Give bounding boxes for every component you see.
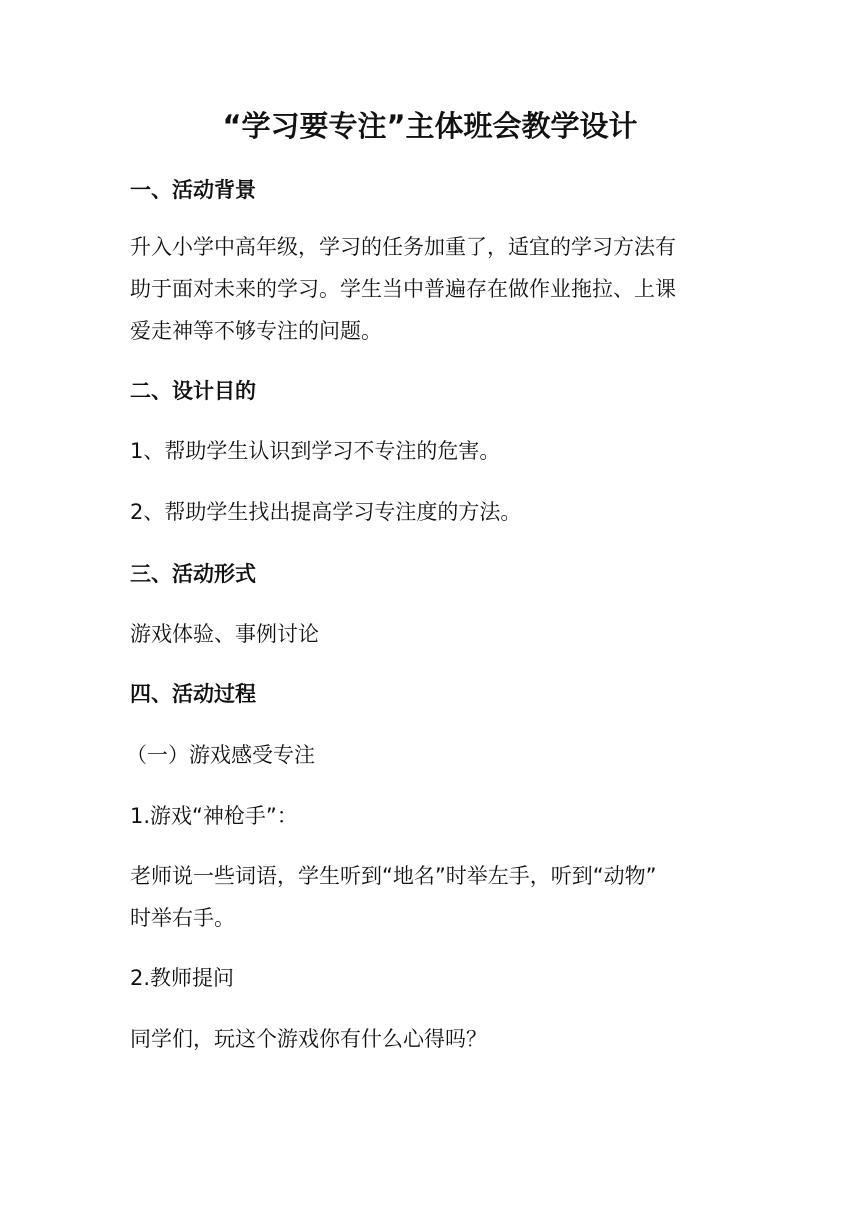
process-subheading: （一）游戏感受专注 bbox=[126, 743, 315, 767]
goal-item: 2、帮助学生找出提高学习专注度的方法。 bbox=[130, 500, 522, 524]
goal-item: 1、帮助学生认识到学习不专注的危害。 bbox=[130, 439, 501, 463]
section-heading-goals: 二、设计目的 bbox=[130, 379, 256, 403]
step-label: 2.教师提问 bbox=[130, 966, 235, 990]
paragraph-line: 时举右手。 bbox=[130, 906, 235, 930]
document-title: “学习要专注”主体班会教学设计 bbox=[222, 109, 638, 143]
step-label: 1.游戏“神枪手”： bbox=[130, 804, 298, 828]
paragraph-line: 助于面对未来的学习。学生当中普遍存在做作业拖拉、上课 bbox=[130, 277, 676, 301]
paragraph-line: 同学们，玩这个游戏你有什么心得吗？ bbox=[130, 1027, 487, 1051]
paragraph-line: 老师说一些词语，学生听到“地名”时举左手，听到“动物” bbox=[130, 864, 657, 888]
section-heading-background: 一、活动背景 bbox=[130, 178, 256, 202]
paragraph-line: 爱走神等不够专注的问题。 bbox=[130, 319, 382, 343]
section-heading-format: 三、活动形式 bbox=[130, 562, 256, 586]
paragraph-line: 升入小学中高年级，学习的任务加重了，适宜的学习方法有 bbox=[130, 235, 676, 259]
format-text: 游戏体验、事例讨论 bbox=[130, 622, 319, 646]
section-heading-process: 四、活动过程 bbox=[130, 682, 256, 706]
